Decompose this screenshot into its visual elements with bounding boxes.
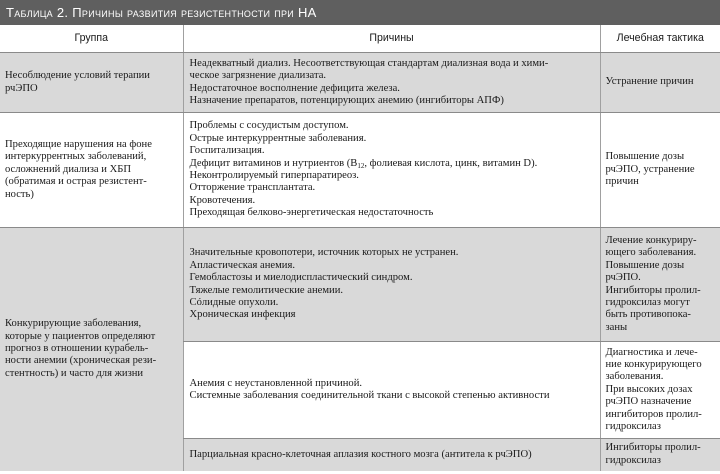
cell-line: Диагностика и лече-	[605, 346, 698, 358]
cell-line: рчЭПО, устранение	[605, 163, 695, 175]
cell-line: Преходящая белково-энергетическая недостаточность	[189, 207, 434, 219]
row2-group	[0, 113, 183, 228]
cell-line: интеркуррентных заболеваний,	[5, 151, 147, 163]
cell-line: рчЭПО назначение	[605, 396, 692, 408]
cell-line: Устранение причин	[605, 76, 694, 88]
cell-line: Значительные кровопотери, источник которых не устранен.	[189, 247, 459, 259]
row3-group	[0, 228, 183, 471]
cell-line: Повышение дозы	[605, 151, 685, 163]
cell-line: гидроксилаз	[605, 421, 661, 433]
cell-line: Неадекватный диализ. Несоответствующая стандартам диализная вода и хими-	[189, 57, 549, 69]
row3c-tactics	[600, 439, 720, 471]
cell-line: ние конкурирующего	[605, 358, 702, 370]
cell-line: гидроксилаз	[605, 454, 661, 466]
header-tactics: Лечебная тактика	[600, 25, 720, 53]
cell-line: Парциальная красно-клеточная аплазия костного мозга (антитела к рчЭПО)	[189, 448, 532, 460]
cell-line: Несоблюдение условий терапии	[5, 70, 150, 82]
cell-line: Ингибиторы пролил-	[605, 442, 701, 454]
table-row	[0, 113, 720, 228]
cell-line: Ингибиторы пролил-	[605, 284, 701, 296]
cell-line: заболевания.	[605, 371, 664, 383]
resistance-causes-table	[0, 25, 720, 471]
cell-line: Гемобластозы и миелодиспластический синдром.	[189, 272, 413, 284]
cell-line: Хроническая инфекция	[189, 309, 296, 321]
cell-line: Тяжелые гемолитические анемии.	[189, 284, 344, 296]
cell-line: Кровотечения.	[189, 194, 256, 206]
cell-line: Сóлидные опухоли.	[189, 296, 279, 308]
cell-line: Острые интеркуррентные заболевания.	[189, 132, 367, 144]
cell-line: гидроксилаз могут	[605, 296, 690, 308]
cell-line: Анемия с неустановленной причиной.	[189, 377, 363, 389]
row1-causes	[183, 53, 600, 113]
row3a-tactics	[600, 228, 720, 342]
cell-line: Апластическая анемия.	[189, 259, 295, 271]
cell-line: Лечение конкуриру-	[605, 234, 697, 246]
row3b-causes	[183, 342, 600, 439]
row2-causes	[183, 113, 600, 228]
vitamin-text-after: , фолиевая кислота, цинк, витамин D).	[364, 157, 538, 169]
row3a-causes	[183, 228, 600, 342]
header-row	[0, 25, 720, 53]
row3b-tactics	[600, 342, 720, 439]
vitamin-line	[190, 158, 596, 170]
cell-line: ность)	[5, 188, 34, 200]
table-row	[0, 53, 720, 113]
row3c-causes	[183, 439, 600, 471]
cell-line: Отторжение трансплантата.	[189, 182, 316, 194]
cell-line: прогноз в отношении курабель-	[5, 343, 149, 355]
vitamin-text-before: Дефицит витаминов и нутриентов (B	[189, 157, 358, 169]
vitamin-subscript: 12	[357, 161, 365, 170]
cell-line: стентность) и часто для жизни	[5, 367, 144, 379]
cell-line: рчЭПО.	[605, 272, 641, 284]
cell-line: ингибиторов пролил-	[605, 408, 702, 420]
cell-line: Назначение препаратов, потенцирующих анемию (ингибиторы АПФ)	[189, 94, 504, 106]
row2-tactics	[600, 113, 720, 228]
cell-line: Преходящие нарушения на фоне	[5, 138, 152, 150]
cell-line: При высоких дозах	[605, 383, 693, 395]
header-group: Группа	[0, 25, 183, 53]
cell-line: заны	[605, 321, 628, 333]
cell-line: Недостаточное восполнение дефицита железа.	[189, 82, 400, 94]
cell-line: Повышение дозы	[605, 259, 685, 271]
row1-tactics	[600, 53, 720, 113]
cell-line: Системные заболевания соединительной ткани с высокой степенью активности	[189, 390, 550, 401]
cell-line: (обратимая и острая резистент-	[5, 176, 147, 188]
table-title: Таблица 2. Причины развития резистентности при НА	[0, 0, 720, 25]
cell-line: которые у пациентов определяют	[5, 330, 156, 342]
cell-line: Неконтролируемый гиперпаратиреоз.	[189, 170, 359, 181]
cell-line: Госпитализация.	[189, 145, 265, 157]
cell-line: ности анемии (хроническая рези-	[5, 355, 157, 367]
cell-line: ческое загрязнение диализата.	[189, 70, 327, 82]
header-causes: Причины	[183, 25, 600, 53]
cell-line: рчЭПО	[5, 82, 38, 94]
cell-line: быть противопока-	[605, 309, 691, 321]
cell-line: причин	[605, 176, 639, 188]
cell-line: ющего заболевания.	[605, 247, 697, 259]
row1-group	[0, 53, 183, 113]
cell-line: Проблемы с сосудистым доступом.	[189, 120, 349, 132]
table-row	[0, 228, 720, 342]
cell-line: осложнений диализа и ХБП	[5, 163, 131, 175]
cell-line: Конкурирующие заболевания,	[5, 318, 142, 330]
